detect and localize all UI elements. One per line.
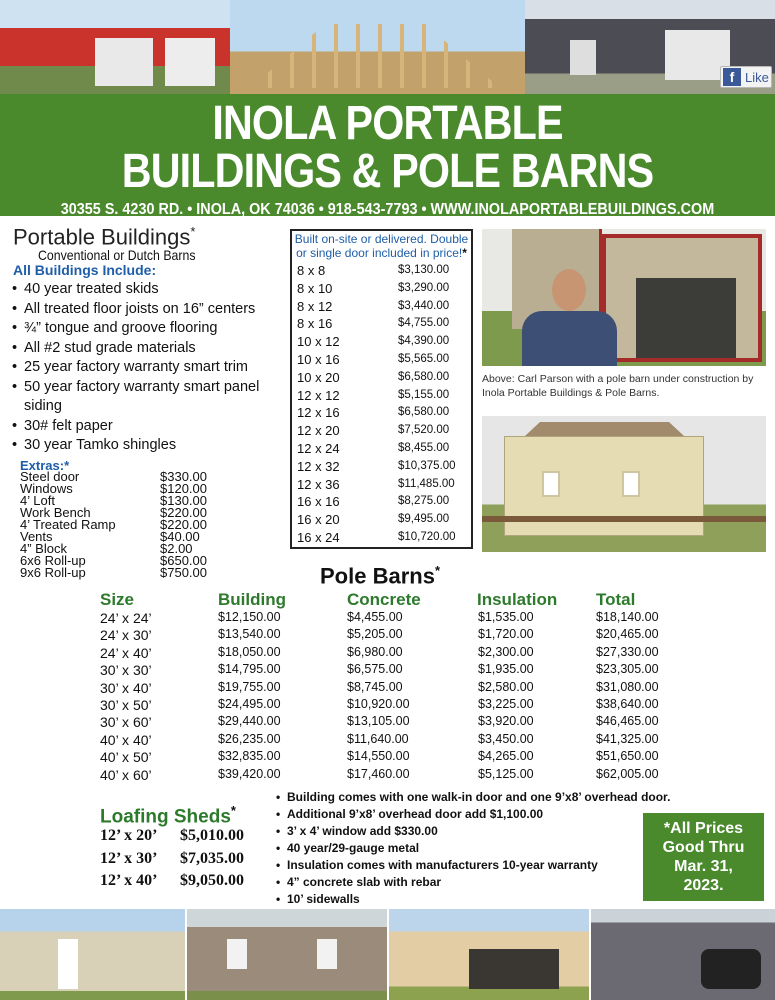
price-deadline-box: *All Prices Good Thru Mar. 31, 2023. bbox=[643, 813, 764, 901]
price-cell: $3,130.00 bbox=[398, 264, 450, 276]
price-cell: $10,375.00 bbox=[398, 459, 456, 472]
total-cell: $18,140.00 bbox=[596, 610, 659, 624]
table-row bbox=[292, 529, 471, 547]
extra-row: 9x6 Roll-up $750.00 bbox=[20, 565, 207, 580]
loafing-shed-photo bbox=[389, 909, 589, 1000]
photo-caption: Above: Carl Parson with a pole barn under construction by Inola Portable Buildings & Pole Barns. bbox=[482, 373, 754, 399]
size-cell: 30’ x 60’ bbox=[100, 714, 152, 731]
portable-price-table bbox=[290, 229, 473, 549]
insulation-cell: $1,535.00 bbox=[478, 610, 534, 624]
extra-row: 4’ Loft $130.00 bbox=[20, 493, 207, 508]
table-row bbox=[292, 511, 471, 529]
size-cell: 12 x 24 bbox=[297, 440, 340, 456]
carl-parson-photo bbox=[482, 229, 766, 366]
concrete-cell: $10,920.00 bbox=[347, 696, 410, 711]
price-cell: $10,720.00 bbox=[398, 530, 456, 543]
table-row bbox=[292, 280, 471, 298]
list-item: • 30# felt paper bbox=[12, 417, 287, 437]
size-cell: 30’ x 50’ bbox=[100, 696, 152, 713]
concrete-cell: $6,980.00 bbox=[347, 644, 403, 659]
list-item: • 50 year factory warranty smart panel siding bbox=[12, 378, 287, 417]
dutch-barn-photo bbox=[482, 416, 766, 552]
total-cell: $23,305.00 bbox=[596, 662, 659, 677]
price-cell: $5,155.00 bbox=[398, 388, 450, 401]
gray-building-photo bbox=[525, 0, 775, 94]
header-size: Size bbox=[100, 590, 135, 609]
insulation-cell: $4,265.00 bbox=[478, 749, 534, 764]
size-cell: 12 x 20 bbox=[297, 423, 340, 439]
concrete-cell: $8,745.00 bbox=[347, 679, 403, 694]
table-row bbox=[292, 369, 471, 387]
extras-label: Extras:* bbox=[20, 458, 70, 473]
list-item: • 40 year/29-gauge metal bbox=[276, 840, 696, 857]
table-row bbox=[292, 422, 471, 440]
insulation-cell: $2,580.00 bbox=[478, 679, 534, 694]
portable-buildings-title: Portable Buildings* bbox=[13, 224, 196, 250]
size-cell: 40’ x 40’ bbox=[100, 731, 152, 748]
table-row bbox=[292, 476, 471, 494]
price-cell: $4,755.00 bbox=[398, 317, 450, 330]
size-cell: 8 x 10 bbox=[297, 280, 333, 296]
table-row bbox=[292, 351, 471, 369]
size-cell: 10 x 12 bbox=[297, 334, 340, 350]
table-row bbox=[292, 440, 471, 458]
building-cell: $32,835.00 bbox=[218, 749, 281, 764]
concrete-cell: $6,575.00 bbox=[347, 662, 403, 677]
insulation-cell: $3,450.00 bbox=[478, 731, 534, 746]
size-cell: 12 x 12 bbox=[297, 387, 340, 403]
price-cell: $7,520.00 bbox=[398, 424, 450, 437]
concrete-cell: $17,460.00 bbox=[347, 766, 410, 781]
table-row bbox=[292, 387, 471, 405]
list-item: 12’ x 40’ $9,050.00 bbox=[100, 872, 244, 889]
includes-label: All Buildings Include: bbox=[13, 262, 157, 278]
total-cell: $51,650.00 bbox=[596, 749, 659, 764]
total-cell: $20,465.00 bbox=[596, 627, 659, 642]
frame-construction-photo bbox=[230, 0, 525, 94]
size-cell: 24’ x 30’ bbox=[100, 627, 152, 644]
insulation-cell: $1,935.00 bbox=[478, 662, 534, 677]
size-cell: 24’ x 24’ bbox=[100, 610, 152, 626]
contact-line[interactable]: 30355 S. 4230 RD. • INOLA, OK 74036 • 918-543-7793 • WWW.INOLAPORTABLEBUILDINGS.COM bbox=[60, 201, 715, 218]
size-cell: 40’ x 50’ bbox=[100, 749, 152, 766]
price-table-note: Built on-site or delivered. Double or single door included in price!* bbox=[294, 232, 469, 260]
size-cell: 8 x 12 bbox=[297, 298, 333, 314]
carport-photo bbox=[591, 909, 775, 1000]
top-photo-strip bbox=[0, 0, 775, 94]
red-garage-photo bbox=[0, 0, 230, 94]
building-cell: $12,150.00 bbox=[218, 610, 281, 624]
price-cell: $4,390.00 bbox=[398, 335, 450, 348]
facebook-like-button[interactable] bbox=[720, 66, 772, 88]
table-row bbox=[292, 262, 471, 280]
building-cell: $13,540.00 bbox=[218, 627, 281, 642]
pole-barns-title: Pole Barns* bbox=[320, 563, 440, 589]
list-item: • 3’ x 4’ window add $330.00 bbox=[276, 823, 696, 840]
list-item: • 4” concrete slab with rebar bbox=[276, 874, 696, 891]
header-total: Total bbox=[596, 590, 636, 609]
list-item: • Additional 9’x8’ overhead door add $1,100.00 bbox=[276, 806, 696, 823]
list-item: • Building comes with one walk-in door and one 9’x8’ overhead door. bbox=[276, 789, 696, 806]
title-line-2: BUILDINGS & POLE BARNS bbox=[121, 145, 654, 198]
tan-shed-photo bbox=[0, 909, 185, 1000]
size-cell: 40’ x 60’ bbox=[100, 766, 152, 783]
building-cell: $19,755.00 bbox=[218, 679, 281, 694]
header-banner bbox=[0, 94, 775, 216]
extra-row: 6x6 Roll-up $650.00 bbox=[20, 553, 207, 568]
list-item: 12’ x 20’ $5,010.00 bbox=[100, 827, 244, 844]
concrete-cell: $13,105.00 bbox=[347, 714, 410, 729]
list-item: • ¾” tongue and groove flooring bbox=[12, 319, 287, 339]
header-concrete: Concrete bbox=[347, 590, 421, 609]
price-cell: $9,495.00 bbox=[398, 513, 450, 526]
size-cell: 16 x 20 bbox=[297, 512, 340, 528]
loafing-sheds-title: Loafing Sheds* bbox=[100, 803, 236, 828]
insulation-cell: $5,125.00 bbox=[478, 766, 534, 781]
header-building: Building bbox=[218, 590, 286, 609]
building-cell: $29,440.00 bbox=[218, 714, 281, 729]
extra-row: Vents $40.00 bbox=[20, 529, 200, 544]
concrete-cell: $14,550.00 bbox=[347, 749, 410, 764]
table-row bbox=[292, 458, 471, 476]
insulation-cell: $3,920.00 bbox=[478, 714, 534, 729]
total-cell: $62,005.00 bbox=[596, 766, 659, 781]
list-item: • All #2 stud grade materials bbox=[12, 339, 287, 359]
loafing-sheds-list bbox=[100, 827, 244, 895]
table-row bbox=[292, 404, 471, 422]
size-cell: 30’ x 40’ bbox=[100, 679, 152, 696]
size-cell: 12 x 36 bbox=[297, 476, 340, 492]
cabin-photo bbox=[187, 909, 387, 1000]
price-cell: $3,440.00 bbox=[398, 299, 450, 312]
pole-barn-notes bbox=[276, 789, 696, 908]
list-item: • 30 year Tamko shingles bbox=[12, 436, 287, 456]
concrete-cell: $5,205.00 bbox=[347, 627, 403, 642]
size-cell: 8 x 8 bbox=[297, 263, 326, 278]
concrete-cell: $11,640.00 bbox=[347, 731, 409, 746]
size-cell: 10 x 20 bbox=[297, 369, 340, 385]
building-cell: $14,795.00 bbox=[218, 662, 281, 677]
extra-row: Windows $120.00 bbox=[20, 481, 207, 496]
list-item: • 40 year treated skids bbox=[12, 280, 287, 300]
total-cell: $41,325.00 bbox=[596, 731, 659, 746]
list-item: 12’ x 30’ $7,035.00 bbox=[100, 849, 244, 867]
building-cell: $18,050.00 bbox=[218, 644, 281, 659]
building-cell: $39,420.00 bbox=[218, 766, 281, 781]
building-cell: $26,235.00 bbox=[218, 731, 281, 746]
price-cell: $3,290.00 bbox=[398, 281, 450, 294]
price-cell: $5,565.00 bbox=[398, 352, 450, 365]
size-cell: 8 x 16 bbox=[297, 316, 333, 332]
extra-row: 4’ Treated Ramp $220.00 bbox=[20, 517, 207, 532]
insulation-cell: $2,300.00 bbox=[478, 644, 534, 659]
building-cell: $24,495.00 bbox=[218, 696, 281, 711]
facebook-icon: f bbox=[723, 68, 741, 86]
price-cell: $6,580.00 bbox=[398, 370, 450, 383]
total-cell: $31,080.00 bbox=[596, 679, 659, 694]
table-row bbox=[292, 315, 471, 333]
size-cell: 10 x 16 bbox=[297, 351, 340, 367]
list-item: • All treated floor joists on 16” centers bbox=[12, 300, 287, 320]
portable-subtitle: Conventional or Dutch Barns bbox=[38, 247, 196, 263]
total-cell: $38,640.00 bbox=[596, 696, 659, 711]
table-row bbox=[292, 493, 471, 511]
price-cell: $8,455.00 bbox=[398, 441, 450, 454]
list-item: • Insulation comes with manufacturers 10-year warranty bbox=[276, 857, 696, 874]
concrete-cell: $4,455.00 bbox=[347, 610, 403, 624]
list-item: • 25 year factory warranty smart trim bbox=[12, 358, 287, 378]
features-list bbox=[12, 280, 287, 456]
bottom-photo-strip bbox=[0, 909, 775, 1000]
table-row bbox=[292, 298, 471, 316]
total-cell: $27,330.00 bbox=[596, 644, 659, 659]
size-cell: 12 x 16 bbox=[297, 405, 340, 421]
size-cell: 30’ x 30’ bbox=[100, 662, 152, 679]
size-cell: 16 x 24 bbox=[297, 529, 340, 545]
extra-row: 4” Block $2.00 bbox=[20, 541, 193, 556]
price-cell: $11,485.00 bbox=[398, 477, 455, 490]
price-rows bbox=[292, 262, 471, 547]
price-cell: $8,275.00 bbox=[398, 495, 450, 508]
extras-list bbox=[20, 471, 220, 579]
extra-row: Work Bench $220.00 bbox=[20, 505, 207, 520]
size-cell: 16 x 16 bbox=[297, 494, 340, 510]
table-row bbox=[292, 333, 471, 351]
price-cell: $6,580.00 bbox=[398, 406, 450, 419]
header-insulation: Insulation bbox=[477, 590, 558, 609]
title-line-1: INOLA PORTABLE bbox=[212, 97, 563, 150]
extra-row: Steel door $330.00 bbox=[20, 469, 207, 484]
list-item: • 10’ sidewalls bbox=[276, 891, 696, 908]
insulation-cell: $3,225.00 bbox=[478, 696, 534, 711]
total-cell: $46,465.00 bbox=[596, 714, 659, 729]
size-cell: 24’ x 40’ bbox=[100, 644, 152, 661]
insulation-cell: $1,720.00 bbox=[478, 627, 534, 642]
like-label: Like bbox=[745, 69, 769, 85]
size-cell: 12 x 32 bbox=[297, 458, 340, 474]
